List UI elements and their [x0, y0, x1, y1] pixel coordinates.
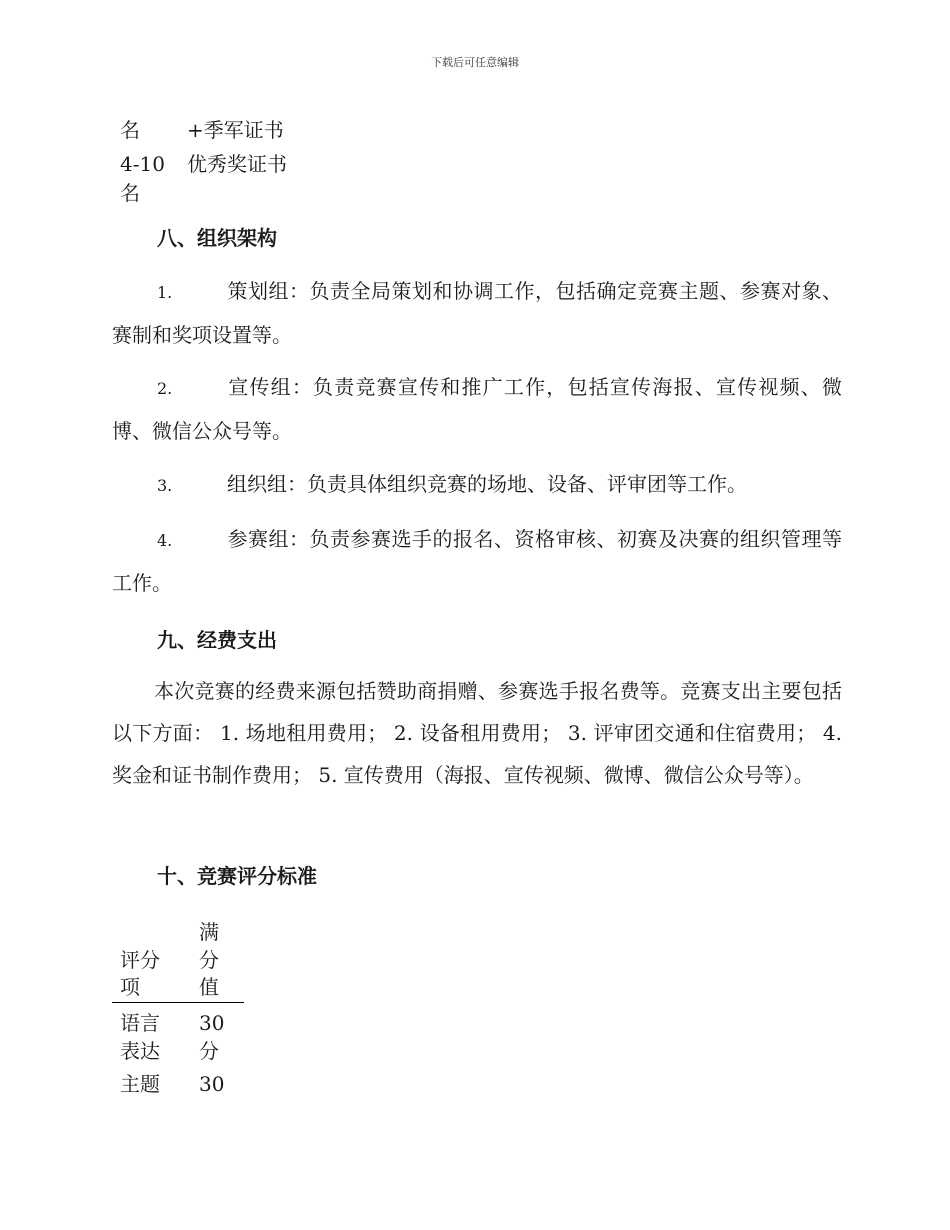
table-header-item: 项 — [120, 975, 140, 999]
table-header-item: 评分 — [120, 948, 160, 972]
table-cell-item: 表达 — [120, 1039, 160, 1063]
section-heading-organization: 八、组织架构 — [157, 226, 277, 250]
org-item — [112, 463, 842, 507]
table-cell-item: 主题 — [120, 1072, 160, 1096]
org-item-number: 1. — [157, 283, 173, 302]
org-item-number: 3. — [157, 476, 173, 495]
award-rank-cell: 名 — [120, 181, 140, 205]
award-rank-cell: 名 — [120, 118, 140, 142]
table-cell-score: 30 — [199, 1072, 225, 1096]
award-name-cell: +季军证书 — [187, 118, 284, 142]
org-item-number: 4. — [157, 531, 173, 550]
table-header-rule — [112, 1002, 244, 1003]
section-heading-budget: 九、经费支出 — [157, 628, 277, 652]
org-item-text: 策划组：负责全局策划和协调工作，包括确定竞赛主题、参赛对象、赛制和奖项设置等。 — [112, 279, 842, 347]
award-name-cell: 优秀奖证书 — [187, 152, 287, 176]
org-item-number: 2. — [157, 379, 173, 398]
award-rank-cell: 4-10 — [120, 152, 165, 176]
table-header-score: 分 — [199, 948, 219, 972]
org-item — [112, 366, 842, 452]
org-item — [112, 270, 842, 356]
org-item — [112, 518, 842, 604]
table-header-score: 满 — [199, 920, 219, 944]
table-cell-score: 30 — [199, 1011, 225, 1035]
table-cell-item: 语言 — [120, 1011, 160, 1035]
page-header: 下载后可任意编辑 — [431, 56, 519, 69]
table-header-score: 值 — [199, 975, 219, 999]
budget-paragraph: 本次竞赛的经费来源包括赞助商捐赠、参赛选手报名费等。竞赛支出主要包括以下方面： 1. 场地租用费用； 2. 设备租用费用； 3. 评审团交通和住宿费用； 4. 奖金和证书制作费用； 5. 宣传费用（海报、宣传视频、微博、微信公众号等）。 — [112, 679, 842, 787]
org-item-text: 组织组：负责具体组织竞赛的场地、设备、评审团等工作。 — [227, 472, 747, 496]
section-heading-scoring: 十、竞赛评分标准 — [157, 864, 317, 888]
org-item-text: 宣传组：负责竞赛宣传和推广工作，包括宣传海报、宣传视频、微博、微信公众号等。 — [112, 375, 842, 443]
table-cell-score: 分 — [199, 1039, 219, 1063]
org-item-text: 参赛组：负责参赛选手的报名、资格审核、初赛及决赛的组织管理等工作。 — [112, 527, 842, 595]
